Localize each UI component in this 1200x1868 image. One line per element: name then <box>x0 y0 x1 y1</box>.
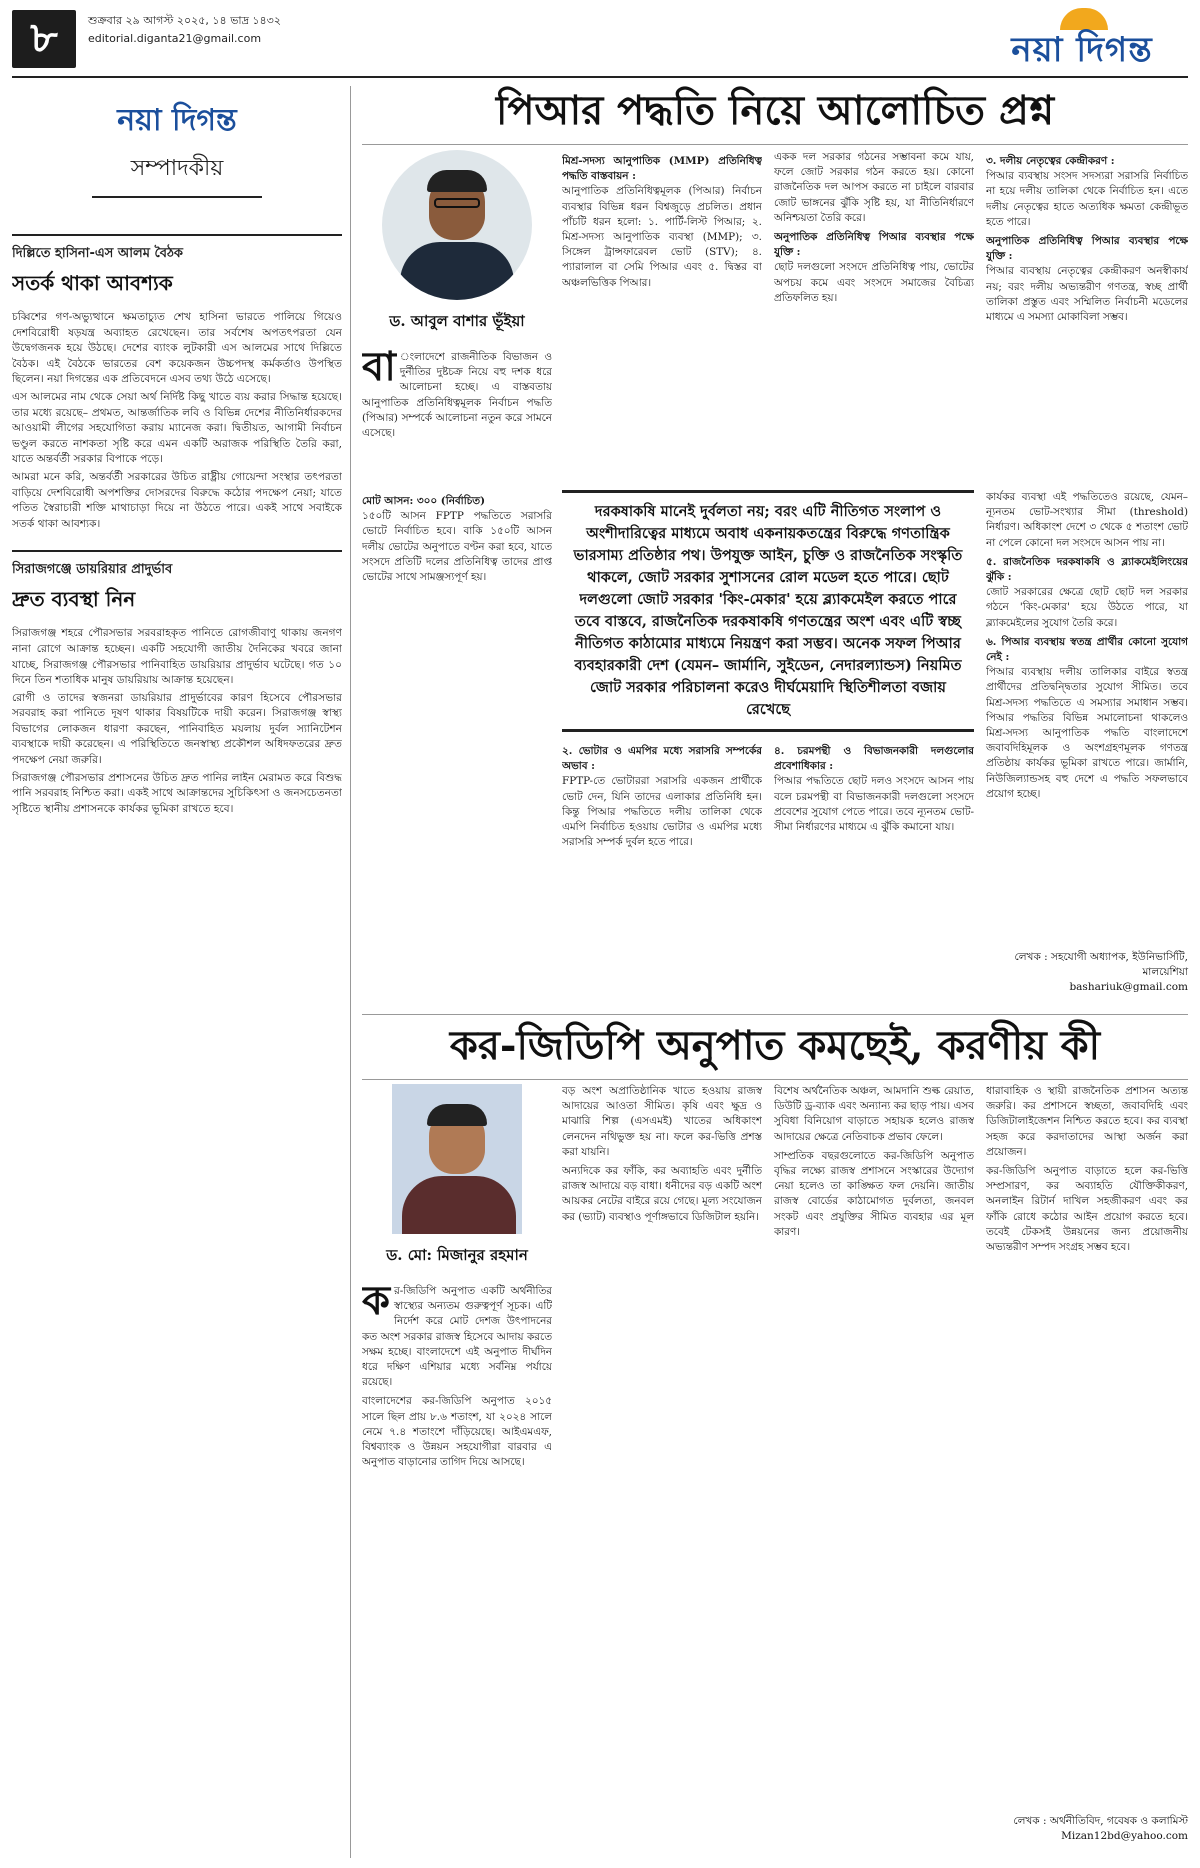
column-text: বিশেষ অর্থনৈতিক অঞ্চল, আমদানি শুল্ক রেয়াত, ডিউটি ড্র-ব্যাক এবং অন্যান্য কর ছাড় পায়। এসব সুবিধা বিনিয়োগ বাড়াতে সহায়ক হলেও রাজস্ব আদায়ের ক্ষেত্রে নেতিবাচক প্রভাব ফেলে। <box>774 1085 974 1143</box>
author-signature <box>986 1814 1188 1844</box>
column-text: কর-জিডিপি অনুপাত বাড়াতে হলে কর-ভিত্তি সম্প্রসারণ, কর অব্যাহতি যৌক্তিকীকরণ, অনলাইন রিটার্ন দাখিল সহজীকরণ এবং কর ফাঁকি রোধে কঠোর আইন প্রয়োগ করতে হবে। তবেই টেকসই উন্নয়নের জন্য প্রয়োজনীয় অভ্যন্তরীণ সম্পদ সংগ্রহ সম্ভব হবে। <box>986 1165 1188 1254</box>
issue-info <box>88 12 281 48</box>
pull-quote: দরকষাকষি মানেই দুর্বলতা নয়; বরং এটি নীতিগত সংলাপ ও অংশীদারিত্বের মাধ্যমে অবাধ একনায়কতন্ত্রের বিরুদ্ধে গণতান্ত্রিক ভারসাম্য প্রতিষ্ঠার পথ। উপযুক্ত আইন, চুক্তি ও রাজনৈতিক সংস্কৃতি থাকলে, জোট সরকার সুশাসনের রোল মডেল হতে পারে। ছোট দলগুলো জোট সরকার 'কিং-মেকার' হয়ে ব্ল্যাকমেইল করতে পারে তবে বাস্তবে, রাজনৈতিক দরকষাকষি গণতন্ত্রের অংশ এবং এটি স্বচ্ছ নীতিগত কাঠামোর মাধ্যমে নিয়ন্ত্রণ করা সম্ভব। অনেক সফল পিআর ব্যবহারকারী দেশ (যেমন– জার্মানি, সুইডেন, নেদারল্যান্ডস) নিয়মিত জোট সরকার পরিচালনা করেও দীর্ঘমেয়াদি স্থিতিশীলতা বজায় রেখেছে <box>562 490 974 732</box>
column-text: বাংলাদেশের কর-জিডিপি অনুপাত ২০১৫ সালে ছিল প্রায় ৮.৬ শতাংশ, যা ২০২৪ সালে নেমে ৭.৪ শতাংশে দাঁড়িয়েছে। আইএমএফ, বিশ্বব্যাংক ও উন্নয়ন সহযোগীরা বারবার এ অনুপাত বাড়ানোর তাগিদ দিয়ে আসছে। <box>362 1395 552 1469</box>
dropcap: বা <box>362 350 396 390</box>
story-pr <box>362 150 1188 1000</box>
subheading: অনুপাতিক প্রতিনিধিত্ব পিআর ব্যবস্থার পক্ষে যুক্তি : <box>986 235 1188 263</box>
column-text: একক দল সরকার গঠনের সম্ভাবনা কমে যায়, ফলে জোট সরকার গঠন করতে হয়। কোনো রাজনৈতিক দল আপস করতে না চাইলে বারবার জোট ভাঙ্গনের ঝুঁকি সৃষ্টি হয়, যা নীতিনির্ধারণে অনিশ্চয়তা তৈরি করে। <box>774 151 974 224</box>
subheading: ৩. দলীয় নেতৃত্বের কেন্দ্রীকরণ : <box>986 155 1115 167</box>
subheading: মিশ্র-সদস্য আনুপাতিক (MMP) প্রতিনিধিত্ব পদ্ধতি বাস্তবায়ন : <box>562 155 762 183</box>
editorial-logo-text: নয়া দিগন্ত <box>117 103 237 138</box>
editorial-email[interactable]: editorial.diganta21@gmail.com <box>88 32 262 45</box>
story-column <box>986 490 1188 930</box>
author-block <box>362 1084 552 1269</box>
editorial-article <box>12 234 342 532</box>
author-email[interactable]: bashariuk@gmail.com <box>1069 981 1188 993</box>
story-column <box>562 150 762 480</box>
paragraph: চব্বিশের গণ-অভ্যুত্থানে ক্ষমতাচ্যুত শেখ হাসিনা ভারতে পালিয়ে গিয়েও দেশবিরোধী ষড়যন্ত্র অব্যাহত রেখেছেন। তার সর্বশেষ অপতৎপরতা যেন উদ্বেগজনক হয়ে উঠছে। দেশের ব্যাংক লুটকারী এস আলমের সাথে দিল্লিতে বৈঠক। এই বৈঠকে ভারতের বেশ কয়েকজন উচ্চপদস্থ কর্মকর্তাও উপস্থিত ছিলেন। নয়া দিগন্তের এক প্রতিবেদনে এসব তথ্য উঠে এসেছে। <box>12 311 342 386</box>
story-column <box>774 740 974 990</box>
subheading: ৪. চরমপন্থী ও বিভাজনকারী দলগুলোর প্রবেশাধিকার : <box>774 745 974 773</box>
column-text: পিআর ব্যবস্থায় সংসদ সদস্যরা সরাসরি নির্বাচিত না হয়ে দলীয় তালিকা থেকে নির্বাচিত হন। এতে দলীয় নেতৃত্বের হাতে অত্যধিক ক্ষমতা কেন্দ্রীভূত হতে পারে। <box>986 170 1188 228</box>
author-block <box>362 150 552 335</box>
paragraph: এস আলমের নাম থেকে সেয়া অর্থ নির্দিষ্ট কিছু খাতে ব্যয় করার সিদ্ধান্ত হয়েছে। তার মধ্যে রয়েছে– প্রথমত, আন্তর্জাতিক লবি ও বিভিন্ন দেশের নীতিনির্ধারকদের আওয়ামী লীগের সহযোগিতা করায় ম্যানেজ করা। দ্বিতীয়ত, আগামী নির্বাচন ভণ্ডুল করতে নাশকতা সৃষ্টি করে এমন একটি অরাজক পরিস্থিতি তৈরি করা, যাতে অন্তর্বর্তী সরকার বিপাকে পড়ে। <box>12 390 342 466</box>
paragraph: সিরাজগঞ্জ পৌরসভার প্রশাসনের উচিত দ্রুত পানির লাইন মেরামত করে বিশুদ্ধ পানি সরবরাহ নিশ্চিত করা। একই সাথে আক্রান্তদের সুচিকিৎসা ও জনসচেতনতা সৃষ্টিতে স্থানীয় প্রশাসনকে কার্যকর ভূমিকা রাখতে হবে। <box>12 771 342 815</box>
article-headline[interactable]: সতর্ক থাকা আবশ্যক <box>12 271 173 295</box>
signature-line: লেখক : অর্থনীতিবিদ, গবেষক ও কলামিস্ট <box>1013 1815 1188 1827</box>
column-text: ১৫০টি আসন FPTP পদ্ধতিতে সরাসরি ভোটে নির্বাচিত হবে। বাকি ১৫০টি আসন দলীয় ভোটের অনুপাতে বণ্টন করা হবে, যাতে সংসদে প্রতিটি দলের প্রতিনিধিত্ব তাদের প্রাপ্ত ভোটের সাথে সামঞ্জস্যপূর্ণ হয়। <box>362 510 552 584</box>
column-text: সাম্প্রতিক বছরগুলোতে কর-জিডিপি অনুপাত বৃদ্ধির লক্ষ্যে রাজস্ব প্রশাসনে সংস্কারের উদ্যোগ নেয়া হলেও তা কাঙ্ক্ষিত ফল দেয়নি। জাতীয় রাজস্ব বোর্ডের কাঠামোগত দুর্বলতা, জনবল সংকট এবং প্রযুক্তির সীমিত ব্যবহার এর মূল কারণ। <box>774 1149 974 1238</box>
column-text: ছোট দলগুলো সংসদে প্রতিনিধিত্ব পায়, ভোটের অপচয় কমে এবং সংসদে সমাজের বৈচিত্র্য প্রতিফলিত হয়। <box>774 261 974 304</box>
article-headline[interactable]: দ্রুত ব্যবস্থা নিন <box>12 587 136 612</box>
story-column <box>774 150 974 480</box>
editorial-column <box>12 84 342 1860</box>
column-text: পিআর পদ্ধতিতে ছোট দলও সংসদে আসন পায় বলে চরমপন্থী বা বিভাজনকারী দলগুলো সংসদে প্রবেশের সুযোগ পেতে পারে। তবে ন্যূনতম ভোট-সীমা নির্ধারণের মাধ্যমে এ ঝুঁকি কমানো যায়। <box>774 775 974 834</box>
author-photo <box>382 150 532 300</box>
column-text: আনুপাতিক প্রতিনিধিত্বমূলক (পিআর) নির্বাচন ব্যবস্থার বিভিন্ন ধরন বিশ্বজুড়ে প্রচলিত। প্রধান পাঁচটি ধরন হলো: ১. পার্টি-লিস্ট পিআর; ২. মিশ্র-সদস্য আনুপাতিক ব্যবস্থা (MMP); ৩. সিঙ্গেল ট্রান্সফারেবল ভোট (STV); ৪. প্যারালাল বা সেমি পিআর এবং ৫. দ্বিস্তর বা অঞ্চলভিত্তিক পিআর। <box>562 185 762 289</box>
column-text: র-জিডিপি অনুপাত একটি অর্থনীতির স্বাস্থ্যের অন্যতম গুরুত্বপূর্ণ সূচক। এটি নির্দেশ করে মোট দেশজ উৎপাদনের কত অংশ সরকার রাজস্ব হিসেবে আদায় করতে সক্ষম হচ্ছে। বাংলাদেশে এই অনুপাত দীর্ঘদিন ধরে দক্ষিণ এশিয়ার মধ্যে সর্বনিম্ন পর্যায়ে রয়েছে। <box>362 1285 552 1389</box>
paragraph: সিরাজগঞ্জ শহরে পৌরসভার সরবরাহকৃত পানিতে রোগজীবাণু থাকায় জনগণ নানা রোগে আক্রান্ত হচ্ছেন। একটি সহযোগী জাতীয় দৈনিকের খবরে জানা যাচ্ছে, সিরাজগঞ্জ পৌরসভার পানিবাহিত ডায়রিয়ার প্রাদুর্ভাব ঘটেছে। গত ১০ দিনে তিন শতাধিক মানুষ ডায়রিয়ায় আক্রান্ত হয়েছেন। <box>12 627 342 687</box>
page-number: ৮ <box>12 10 76 68</box>
masthead <box>0 0 1200 78</box>
story-headline[interactable]: কর-জিডিপি অনুপাত কমছেই, করণীয় কী <box>362 1014 1188 1080</box>
masthead-rule <box>12 76 1188 78</box>
editorial-logo <box>12 96 342 198</box>
column-text: বড় অংশ অপ্রাতিষ্ঠানিক খাতে হওয়ায় রাজস্ব আদায়ের আওতা সীমিত। কৃষি এবং ক্ষুদ্র ও মাঝারি শিল্প (এসএমই) খাতের অধিকাংশ লেনদেন নথিভুক্ত হয় না। ফলে কর-ভিত্তি প্রশস্ত করা যায়নি। <box>562 1085 762 1158</box>
article-body <box>12 626 342 817</box>
author-signature <box>986 950 1188 995</box>
story-column <box>774 1084 974 1844</box>
article-body <box>12 310 342 532</box>
story-column <box>362 1284 552 1844</box>
column-text: পিআর ব্যবস্থায় নেতৃত্বের কেন্দ্রীকরণ অনস্বীকার্য নয়; বরং দলীয় অভ্যন্তরীণ গণতন্ত্র, স্বচ্ছ প্রার্থী তালিকা প্রস্তুত এবং সম্মিলিত নির্বাচনী মডেলের মাধ্যমে এ সমস্যা মোকাবিলা সম্ভব। <box>986 265 1188 324</box>
column-text: ংলাদেশে রাজনীতিক বিভাজন ও দুর্নীতির দুষ্টচক্র নিয়ে বহু দশক ধরে আলোচনা হচ্ছে। এ বাস্তবতায় আনুপাতিক প্রতিনিধিত্বমূলক নির্বাচন পদ্ধতি (পিআর) সম্পর্কে আলোচনা নতুন করে সামনে এসেছে। <box>362 351 552 440</box>
column-text: অন্যদিকে কর ফাঁকি, কর অব্যাহতি এবং দুর্নীতি রাজস্ব আদায়ে বড় বাধা। ধনীদের বড় একটি অংশ আয়কর নেটের বাইরে রয়ে গেছে। মূল্য সংযোজন কর (ভ্যাট) ব্যবস্থাও পূর্ণাঙ্গভাবে ডিজিটাল হয়নি। <box>562 1165 762 1223</box>
editorial-article <box>12 550 342 817</box>
paragraph: আমরা মনে করি, অন্তর্বর্তী সরকারের উচিত রাষ্ট্রীয় গোয়েন্দা সংস্থার তৎপরতা বাড়িয়ে দেশবিরোধী অপশক্তির দোসরদের বিরুদ্ধে কঠোর পদক্ষেপ নেয়া; যাতে পতিত স্বৈরাচারী শক্তি মাথাচাড়া দিয়ে না উঠতে পারে। একই সাথে সবাইকে সতর্ক থাকা আবশ্যক। <box>12 470 342 530</box>
story-column <box>362 350 552 480</box>
story-column <box>562 1084 762 1844</box>
paragraph: রোগী ও তাদের স্বজনরা ডায়রিয়ার প্রাদুর্ভাবের কারণ হিসেবে পৌরসভার সরবরাহ করা পানিতে দূষণ থাকার বিষয়টিকে দায়ী করেন। সিরাজগঞ্জ স্বাস্থ্য বিভাগের লোকজন ধারণা করছেন, পানিবাহিত ময়লায় দুর্বল স্যানিটেশন ব্যবস্থাকে দায়ী করেছেন। এ পরিস্থিতিতে জনস্বাস্থ্য প্রকৌশল অধিদফতরের দ্রুত পদক্ষেপ নেয়া জরুরি। <box>12 691 342 767</box>
article-kicker: সিরাজগঞ্জে ডায়রিয়ার প্রাদুর্ভাব <box>12 550 342 581</box>
story-headline[interactable]: পিআর পদ্ধতি নিয়ে আলোচিত প্রশ্ন <box>362 84 1188 145</box>
column-text: পিআর ব্যবস্থায় দলীয় তালিকার বাইরে স্বতন্ত্র প্রার্থীদের প্রতিদ্বন্দ্বিতার সুযোগ সীমিত। তবে মিশ্র-সদস্য পদ্ধতিতে এ সমস্যার সমাধান সম্ভব। <box>986 666 1188 709</box>
newspaper-logo[interactable] <box>982 8 1182 70</box>
section-rule <box>92 196 262 198</box>
section-title: সম্পাদকীয় <box>130 156 224 181</box>
column-text: পিআর পদ্ধতির বিভিন্ন সমালোচনা থাকলেও মিশ্র-সদস্য আনুপাতিক পদ্ধতি বাংলাদেশে জবাবদিহিমূলক ও অংশগ্রহণমূলক গণতন্ত্র প্রতিষ্ঠায় কার্যকর ভূমিকা রাখতে পারে। জার্মানি, নিউজিল্যান্ডসহ বহু দেশে এ পদ্ধতি সফলভাবে প্রয়োগ হচ্ছে। <box>986 711 1188 800</box>
story-column <box>562 740 762 990</box>
column-text: কার্যকর ব্যবস্থা এই পদ্ধতিতেও রয়েছে, যেমন– ন্যূনতম ভোট-সংখ্যার সীমা (threshold) নির্ধারণ। অধিকাংশ দেশে ৩ থেকে ৫ শতাংশ ভোট না পেলে কোনো দল সংসদে আসন পায় না। <box>986 491 1188 549</box>
dropcap: ক <box>362 1284 390 1324</box>
story-tax <box>362 1014 1188 1860</box>
date-line: শুক্রবার ২৯ আগস্ট ২০২৫, ১৪ ভাদ্র ১৪৩২ <box>88 14 281 27</box>
column-text: ধারাবাহিক ও স্থায়ী রাজনৈতিক প্রশাসন অত্যন্ত জরুরি। কর প্রশাসনে স্বচ্ছতা, জবাবদিহি এবং ডিজিটালাইজেশন নিশ্চিত করতে হবে। কর ব্যবস্থা সহজ করে করদাতাদের আস্থা অর্জন করা প্রয়োজন। <box>986 1085 1188 1158</box>
signature-line: লেখক : সহযোগী অধ্যাপক, ইউনিভার্সিটি, মালয়েশিয়া <box>1014 951 1188 978</box>
logo-text: নয়া দিগন্ত <box>1011 30 1153 70</box>
subheading: অনুপাতিক প্রতিনিধিত্ব পিআর ব্যবস্থার পক্ষে যুক্তি : <box>774 231 974 259</box>
column-text: FPTP-তে ভোটাররা সরাসরি একজন প্রার্থীকে ভোট দেন, যিনি তাদের এলাকার প্রতিনিধি হন। কিন্তু পিআর পদ্ধতিতে দলীয় তালিকা থেকে এমপি নির্বাচিত হওয়ায় ভোটার ও এমপির মধ্যে সরাসরি সম্পর্ক দুর্বল হতে পারে। <box>562 775 762 849</box>
subheading: ৬. পিআর ব্যবস্থায় স্বতন্ত্র প্রার্থীর কোনো সুযোগ নেই : <box>986 635 1188 664</box>
story-column <box>362 490 552 990</box>
story-column <box>986 1084 1188 1804</box>
author-photo <box>392 1084 522 1234</box>
subheading: ৫. রাজনৈতিক দরকষাকষি ও ব্ল্যাকমেইলিংয়ের ঝুঁকি : <box>986 555 1188 584</box>
article-kicker: দিল্লিতে হাসিনা-এস আলম বৈঠক <box>12 234 342 265</box>
subheading: মোট আসন: ৩০০ (নির্বাচিত) <box>362 495 485 507</box>
glasses-icon <box>434 198 480 208</box>
author-name: ড. আবুল বাশার ভূঁইয়া <box>389 312 525 330</box>
subheading: ২. ভোটার ও এমপির মধ্যে সরাসরি সম্পর্কের অভাব : <box>562 745 762 773</box>
column-text: জোট সরকারের ক্ষেত্রে ছোট ছোট দল সরকার গঠনে 'কিং-মেকার' হয়ে উঠতে পারে, যা ব্ল্যাকমেইলের সুযোগ তৈরি করে। <box>986 586 1188 629</box>
author-email[interactable]: Mizan12bd@yahoo.com <box>1061 1830 1188 1842</box>
opinion-zone <box>362 84 1188 1860</box>
author-name: ড. মো: মিজানুর রহমান <box>386 1246 528 1264</box>
story-column <box>986 150 1188 480</box>
column-divider <box>350 86 351 1858</box>
